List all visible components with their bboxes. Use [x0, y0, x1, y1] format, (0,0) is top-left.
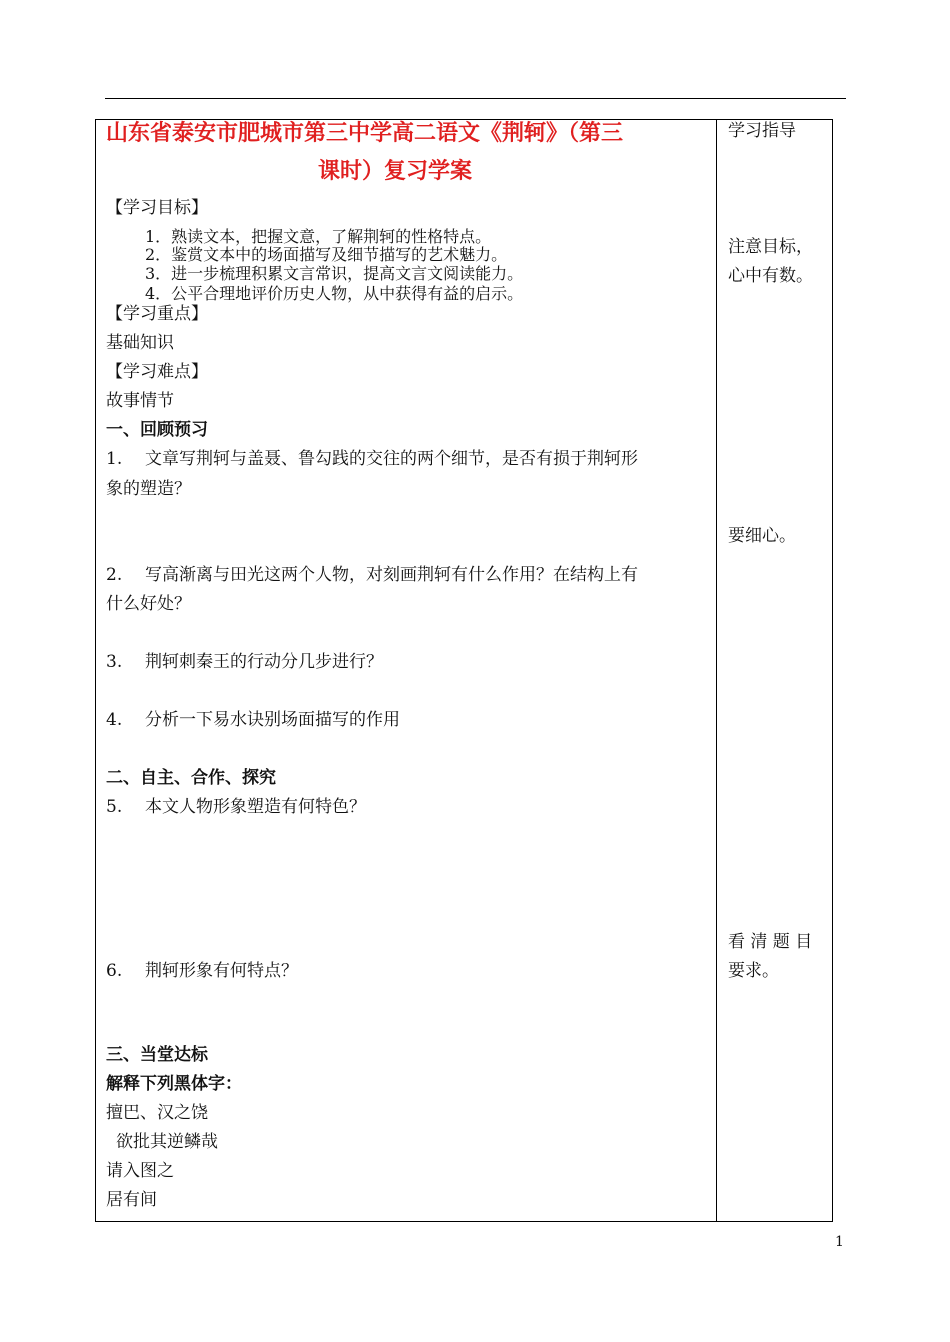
goal-item: 2．鉴赏文本中的场面描写及细节描写的艺术魅力。 — [145, 245, 508, 264]
page-title-line1: 山东省泰安市肥城市第三中学高二语文《荆轲》（第三 — [106, 121, 624, 146]
goal-item: 3．进一步梳理积累文言常识，提高文言文阅读能力。 — [145, 264, 524, 283]
goal-item: 4．公平合理地评价历史人物，从中获得有益的启示。 — [145, 284, 524, 303]
question-number: 5. — [106, 797, 123, 817]
difficulty-heading: 【学习难点】 — [106, 362, 208, 382]
page-title-line2: 课时）复习学案 — [318, 159, 473, 184]
sidebar-note: 要细心。 — [728, 526, 796, 546]
focus-text: 基础知识 — [106, 333, 174, 353]
page-number: 1 — [835, 1234, 844, 1250]
focus-heading: 【学习重点】 — [106, 304, 208, 324]
sidebar-note: 要求。 — [728, 961, 779, 981]
part2-heading: 二、自主、合作、探究 — [106, 768, 276, 788]
explain-item: 居有间 — [106, 1190, 157, 1210]
question-6: 荆轲形象有何特点？ — [145, 961, 298, 981]
question-number: 6. — [106, 961, 123, 981]
part1-heading: 一、回顾预习 — [106, 420, 208, 440]
question-number: 1. — [106, 449, 123, 469]
question-number: 4. — [106, 710, 123, 730]
difficulty-text: 故事情节 — [106, 391, 174, 411]
sidebar-header: 学习指导 — [728, 121, 796, 141]
explain-heading: 解释下列黑体字： — [106, 1074, 242, 1094]
explain-item: 擅巴、汉之饶 — [106, 1103, 208, 1123]
part3-heading: 三、当堂达标 — [106, 1045, 208, 1065]
sidebar-note: 看 清 题 目 — [728, 932, 813, 952]
question-number: 3. — [106, 652, 123, 672]
sidebar-note: 心中有数。 — [728, 266, 813, 286]
explain-item: 请入图之 — [106, 1161, 174, 1181]
header-rule — [105, 98, 846, 99]
column-divider — [716, 119, 717, 1222]
question-5: 本文人物形象塑造有何特色？ — [145, 797, 366, 817]
explain-item: 欲批其逆鳞哉 — [116, 1132, 218, 1152]
goals-heading: 【学习目标】 — [106, 198, 208, 218]
question-number: 2. — [106, 565, 123, 585]
question-1: 文章写荆轲与盖聂、鲁勾践的交往的两个细节，是否有损于荆轲形 — [145, 449, 638, 469]
question-4: 分析一下易水诀别场面描写的作用 — [145, 710, 400, 730]
goal-item: 1．熟读文本，把握文意，了解荆轲的性格特点。 — [145, 227, 492, 246]
question-1-cont: 象的塑造？ — [106, 479, 191, 499]
question-2-cont: 什么好处？ — [106, 594, 191, 614]
question-2: 写高渐离与田光这两个人物，对刻画荆轲有什么作用？在结构上有 — [145, 565, 638, 585]
sidebar-note: 注意目标， — [728, 237, 813, 257]
question-3: 荆轲刺秦王的行动分几步进行？ — [145, 652, 383, 672]
